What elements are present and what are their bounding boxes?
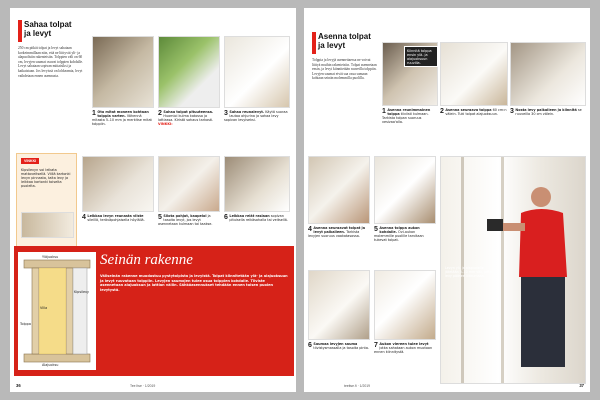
step-callout: Kiinnitä tolppa ensin ylä- ja alajuoksuun ruuvilla. — [404, 46, 438, 67]
step-photo-3 — [224, 36, 290, 108]
step-caption-3: 3 Sahaa reunalevyt. Käytä suoraa lautaa ohjurina ja sahaa levy sopivan levyiseksi. — [224, 110, 288, 123]
page-title: Sahaa tolpat ja levyt — [24, 20, 72, 38]
tip-text: Kipsilevyn voi leikata mattoveitsellä. Viillä kartonki levyn pinnasta, taita levy ja leikkaa kartonki toiselta puolelta. — [21, 168, 71, 189]
footer-left: Tee Itse · 1/2019 — [130, 384, 156, 388]
step-caption-3: 3 Nosta levy paikalleen ja kiinnitä se ruuveilla 30 cm välein. — [510, 108, 582, 117]
step-caption-2: 2 Sahaa tolpat pituuteensa. Huomioi kulma katossa ja lattiassa. Kiristä sahaus tarkasti. VINKKI: — [158, 110, 214, 127]
step-photo-4 — [82, 156, 154, 212]
tip-label: VINKKI — [21, 158, 39, 164]
diagram-label-insulation: Villa — [40, 306, 48, 310]
step-photo-1 — [92, 36, 154, 108]
left-page — [10, 8, 296, 392]
main-photo — [440, 156, 586, 384]
wall-structure-box — [14, 246, 294, 376]
wall-structure-title: Seinän rakenne — [100, 252, 193, 268]
intro-text: Tolppia ja levyjä asennettaessa ne voivat liittyä muihin rakenteisiin. Tolpat asennetaan ensin, ja levyt kiinnitetään ruuveilla tolppiin. Levyjen saumat eivät saa osua samaan kohtaan seinän molemmilla puolilla. — [312, 58, 377, 81]
step-photo-6 — [308, 270, 370, 340]
diagram-label-top-plate: Yläjuoksu — [42, 255, 59, 259]
step-caption-7: 7 Aukon viereen tulee levyt jotka sahataan aukon muotoon ennen kiinnitystä. — [374, 342, 433, 355]
footer-right: teeitse.fi · 1/2019 — [344, 384, 371, 388]
step-photo-5 — [374, 156, 436, 224]
diagram-label-bottom-plate: Alajuoksu — [42, 363, 59, 367]
step-caption-2: 2 Asenna seuraava tolppa 60 cm:n välein. Tuki tolpat alajuoksuun. — [440, 108, 507, 117]
step-photo-2 — [158, 36, 220, 108]
page-number-left: 36 — [16, 383, 21, 388]
step-caption-5: 5 Silota pohjat, kaapeloi ja tasoita levyt, jos levyt asennetaan kulmaan tai taakse. — [158, 214, 213, 227]
step-caption-4: 4 Asenna seuraavat tolpat ja levyt paikalleen. Tarkista levyjen suoruus vaakatasossa. — [308, 226, 366, 239]
step-caption-6: 6 Leikkaa reiät rasiaan sopivan pituisella reikäsahalla tai veitsellä. — [224, 214, 288, 223]
title-accent-bar — [312, 32, 316, 54]
page-number-right: 37 — [579, 383, 584, 388]
step-photo-2 — [440, 42, 508, 106]
wall-structure-diagram — [18, 252, 96, 370]
step-caption-5: 5 Asenna tolppa aukon kohdalle. Ovi-aukon molemmille puolille tarvitaan tukevat tolpat. — [374, 226, 424, 243]
right-page — [304, 8, 590, 392]
step-photo-3 — [510, 42, 586, 106]
page-title-box — [312, 32, 382, 54]
step-photo-6 — [224, 156, 290, 212]
diagram-label-stud: Tolppa — [20, 322, 31, 326]
intro-text: 250 cm pitkät tolpat ja levyt sahataan korkeimmillaan niin, että ne liittyvät yli- ja alapuolisiin rakenteisiin. Tolppien väli on 60 cm, levyjen saumat osuvat tolppien kohdalle. Levyt sahataan sopivan mittaisiksi ja katkaistaan. Jos levyissä on lohkeamia, levyt vaihdetaan ennen asennusta. — [18, 46, 83, 78]
step-caption-1: 1 Ota mitat moneen kohtaan tolppia varten. Vähennä mitasta 5–10 mm ja merkitse mitat tolppiin. — [92, 110, 152, 127]
tip-photo — [21, 212, 74, 238]
step-photo-5 — [158, 156, 220, 212]
step-photo-4 — [308, 156, 370, 224]
step-caption-4: 4 Leikkaa levyn reunasta viiste sileillä, teräväpohjaisella höylällä. — [82, 214, 145, 223]
page-title-box — [18, 20, 88, 42]
diagram-label-board: Kipsilevy — [74, 290, 90, 294]
page-title: Asenna tolpat ja levyt — [318, 32, 371, 50]
step-caption-6: 6 Saumaa levyjen sauma tiivistysmassalla ja tasoita pinta. — [308, 342, 369, 351]
wall-structure-text: Väliseinän rakenne muodostuu pystytolpista ja levyistä. Tolpat kiinnitetään ylä- ja alajuoksuun ja levyt ruuvataan tolppiin. Levyjen saumojen tulee osua tolppien kohdalle. Tiiviste asennetaan alajuoksun ja lattian väliin. Sähköasennukset tehdään ennen toisen puolen levytystä. — [100, 274, 288, 292]
step-photo-7 — [374, 270, 436, 340]
title-accent-bar — [18, 20, 22, 42]
step-caption-1: 1 Asenna reunimmainen tolppa tiiviisti kulmaan. Tarkista tolpan suoruus vesivaa'alla. — [382, 108, 431, 125]
main-photo-note: Levyn yli- ja alapuolelle jätetään 5–10 mm väli, jotta levy pääsee liikkumaan. — [445, 266, 492, 278]
